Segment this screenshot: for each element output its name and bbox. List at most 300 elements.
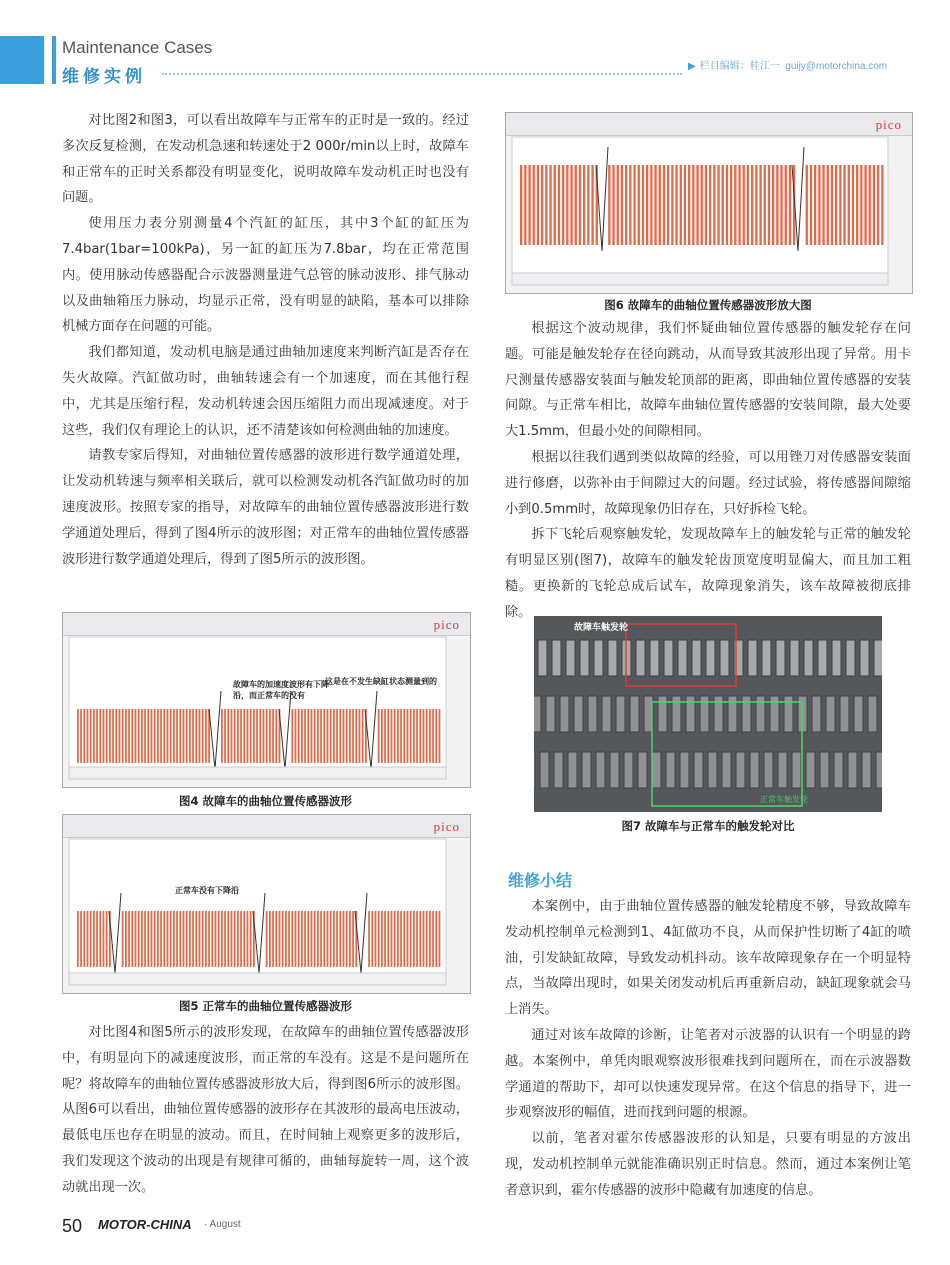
- pulse: [144, 911, 146, 967]
- pulse: [375, 911, 377, 967]
- pulse: [755, 165, 757, 245]
- gear-tooth: [722, 752, 731, 788]
- gear-tooth: [560, 696, 569, 732]
- gear-tooth: [692, 640, 701, 676]
- pulse: [138, 709, 140, 763]
- pulse: [186, 911, 188, 967]
- pulse: [419, 709, 421, 763]
- pulse: [789, 165, 791, 245]
- pulse: [151, 911, 153, 967]
- pulse: [558, 165, 560, 245]
- gear-tooth: [652, 752, 661, 788]
- pulse: [617, 165, 619, 245]
- pulse: [818, 165, 820, 245]
- pulse: [218, 911, 220, 967]
- pulse: [160, 709, 162, 763]
- pulse: [243, 911, 245, 967]
- pulse: [869, 165, 871, 245]
- pulse: [295, 911, 297, 967]
- pulse: [856, 165, 858, 245]
- figure-6-waveform: [506, 113, 912, 293]
- pulse: [266, 709, 268, 763]
- pulse: [349, 911, 351, 967]
- pulse: [877, 165, 879, 245]
- gear-tooth: [876, 752, 882, 788]
- pulse: [429, 911, 431, 967]
- pulse: [852, 165, 854, 245]
- pulse: [570, 165, 572, 245]
- pulse: [387, 709, 389, 763]
- pulse: [151, 709, 153, 763]
- pulse: [272, 911, 274, 967]
- pulse: [183, 709, 185, 763]
- pulse: [301, 911, 303, 967]
- pulse: [259, 709, 261, 763]
- pulse: [320, 911, 322, 967]
- pulse: [688, 165, 690, 245]
- pulse: [435, 709, 437, 763]
- pulse: [250, 709, 252, 763]
- figure-7-label-fault: 故障车触发轮: [574, 623, 629, 633]
- gear-tooth: [860, 640, 869, 676]
- pulse: [295, 709, 297, 763]
- gear-tooth: [708, 752, 717, 788]
- gear-tooth: [546, 696, 555, 732]
- pulse: [282, 911, 284, 967]
- pulse: [814, 165, 816, 245]
- pulse: [416, 709, 418, 763]
- figure-5-annotation-1: 正常车没有下降沿: [175, 886, 239, 895]
- pulse: [96, 709, 98, 763]
- pulse: [575, 165, 577, 245]
- gear-tooth: [792, 752, 801, 788]
- gear-tooth: [602, 696, 611, 732]
- gear-tooth: [630, 696, 639, 732]
- pulse: [843, 165, 845, 245]
- pulse: [266, 911, 268, 967]
- pulse: [240, 709, 242, 763]
- pulse: [524, 165, 526, 245]
- gear-tooth: [812, 696, 821, 732]
- paragraph: 根据以往我们遇到类似故障的经验，可以用锉刀对传感器安装面进行修磨，以弥补由于间隙过大的问题。经过试验，将传感器间隙缩小到0.5mm时，故障现象仍旧存在，只好拆检飞轮。: [505, 449, 911, 517]
- pulse: [157, 911, 159, 967]
- pulse: [115, 709, 117, 763]
- pulse: [106, 911, 108, 967]
- pulse: [317, 911, 319, 967]
- section-title-cn: 维修实例: [62, 67, 146, 87]
- pulse: [237, 911, 239, 967]
- pulse: [202, 709, 204, 763]
- pulse: [368, 911, 370, 967]
- gear-tooth: [736, 752, 745, 788]
- pulse: [279, 911, 281, 967]
- pulse: [381, 709, 383, 763]
- pulse: [227, 911, 229, 967]
- paragraph: 我们都知道，发动机电脑是通过曲轴加速度来判断汽缸是否存在失火故障。汽缸做功时，曲轴转速会有一个加速度，而在其他行程中，尤其是压缩行程，发动机转速会因压缩阻力而出现减速度。对于这些，我们仅有理论上的认识，还不清楚该如何检测曲轴的加速度。: [62, 345, 469, 438]
- pulse: [256, 709, 258, 763]
- pulse: [772, 165, 774, 245]
- gear-tooth: [706, 640, 715, 676]
- pulse: [333, 709, 335, 763]
- pulse: [275, 911, 277, 967]
- pulse: [680, 165, 682, 245]
- pulse: [384, 911, 386, 967]
- figure-7-photo: [534, 616, 882, 812]
- magazine-logo: MOTOR-CHINA: [98, 1217, 192, 1232]
- pulse: [179, 709, 181, 763]
- pulse: [429, 709, 431, 763]
- pulse: [625, 165, 627, 245]
- left-bottom-text: [62, 1020, 469, 1201]
- pulse: [221, 911, 223, 967]
- pulse: [99, 709, 101, 763]
- pulse: [122, 709, 124, 763]
- gear-tooth: [624, 752, 633, 788]
- pulse: [633, 165, 635, 245]
- pulse: [545, 165, 547, 245]
- pulse: [320, 709, 322, 763]
- pulse: [327, 709, 329, 763]
- gear-tooth: [582, 752, 591, 788]
- pulse: [80, 911, 82, 967]
- pulse: [106, 709, 108, 763]
- pulse: [147, 709, 149, 763]
- pulse: [304, 911, 306, 967]
- gear-tooth: [596, 752, 605, 788]
- gear-tooth: [862, 752, 871, 788]
- pulse: [780, 165, 782, 245]
- pulse: [549, 165, 551, 245]
- pulse: [659, 165, 661, 245]
- pulse: [77, 709, 79, 763]
- pulse: [346, 911, 348, 967]
- pulse: [135, 911, 137, 967]
- pulse: [323, 709, 325, 763]
- figure-5-waveform: [63, 815, 470, 993]
- pulse: [247, 709, 249, 763]
- pulse: [109, 709, 111, 763]
- pulse: [352, 709, 354, 763]
- pulse: [423, 911, 425, 967]
- pulse: [231, 911, 233, 967]
- paragraph: 对比图4和图5所示的波形发现，在故障车的曲轴位置传感器波形中，有明显向下的减速度波形，而正常的车没有。这是不是问题所在呢？将故障车的曲轴位置传感器波形放大后，得到图6所示的波形图。从图6可以看出，曲轴位置传感器的波形存在其波形的最高电压波动，最低电压也存在明显的波动。而且，在时间轴上观察更多的波形后，我们发现这个波动的出现是有规律可循的，曲轴每旋转一周，这个波动就出现一次。: [62, 1025, 469, 1195]
- gear-tooth: [748, 640, 757, 676]
- pulse: [701, 165, 703, 245]
- trigger-wheel-illustration: [534, 616, 882, 812]
- pico-logo: pico: [433, 819, 460, 834]
- paragraph: 对比图2和图3，可以看出故障车与正常车的正时是一致的。经过多次反复检测，在发动机急速和转速处于2 000r/min以上时，故障车和正常车的正时关系都没有明显变化，说明故障车发动机正时也没有问题。: [62, 113, 469, 206]
- pulse: [835, 165, 837, 245]
- pulse: [629, 165, 631, 245]
- pulse: [848, 165, 850, 245]
- gear-tooth: [552, 640, 561, 676]
- pulse: [87, 911, 89, 967]
- pulse: [638, 165, 640, 245]
- gear-tooth: [874, 640, 882, 676]
- pulse: [713, 165, 715, 245]
- pulse: [291, 911, 293, 967]
- pulse: [176, 709, 178, 763]
- gear-tooth: [540, 752, 549, 788]
- pulse: [83, 709, 85, 763]
- pulse: [179, 911, 181, 967]
- pulse: [93, 709, 95, 763]
- pulse: [285, 911, 287, 967]
- pulse: [667, 165, 669, 245]
- pulse: [138, 911, 140, 967]
- pulse: [381, 911, 383, 967]
- pulse: [860, 165, 862, 245]
- pulse: [403, 709, 405, 763]
- pulse: [221, 709, 223, 763]
- pulse: [234, 709, 236, 763]
- figure-6-caption: 图6 故障车的曲轴位置传感器波形放大图: [604, 298, 812, 312]
- pulse: [189, 709, 191, 763]
- gear-tooth: [636, 640, 645, 676]
- pulse: [163, 709, 165, 763]
- gear-tooth: [834, 752, 843, 788]
- pulse: [822, 165, 824, 245]
- pulse: [343, 709, 345, 763]
- pulse: [768, 165, 770, 245]
- pico-logo: pico: [433, 617, 460, 632]
- pulse: [407, 709, 409, 763]
- pulse: [122, 911, 124, 967]
- pulse: [663, 165, 665, 245]
- pulse: [394, 709, 396, 763]
- pulse: [591, 165, 593, 245]
- pulse: [730, 165, 732, 245]
- gear-tooth: [750, 752, 759, 788]
- pulse: [537, 165, 539, 245]
- pulse: [269, 709, 271, 763]
- paragraph: 使用压力表分别测量4个汽缸的缸压，其中3个缸的缸压为7.4bar(1bar=100kPa)，另一缸的缸压为7.8bar，均在正常范围内。使用脉动传感器配合示波器测量进气总管的脉动波形、排气脉动以及曲轴箱压力脉动，均显示正常，没有明显的缺陷，基本可以排除机械方面存在问题的可能。: [62, 216, 469, 335]
- pulse: [562, 165, 564, 245]
- pulse: [410, 709, 412, 763]
- pulse: [224, 911, 226, 967]
- gear-tooth: [554, 752, 563, 788]
- pulse: [343, 911, 345, 967]
- pulse: [759, 165, 761, 245]
- paragraph: 通过对该车故障的诊断，让笔者对示波器的认识有一个明显的跨越。本案例中，单凭肉眼观察波形很难找到问题所在，而在示波器数学通道的帮助下，却可以快速发现异常。在这个信息的指导下，进一步观察波形的幅值，进而找到问题的根源。: [505, 1027, 911, 1121]
- pulse: [90, 911, 92, 967]
- pulse: [378, 911, 380, 967]
- pulse: [288, 911, 290, 967]
- pulse: [336, 911, 338, 967]
- pulse: [237, 709, 239, 763]
- pulse: [520, 165, 522, 245]
- pulse: [722, 165, 724, 245]
- pulse: [240, 911, 242, 967]
- summary-title: 维修小结: [508, 871, 573, 890]
- pulse: [93, 911, 95, 967]
- gear-tooth: [762, 640, 771, 676]
- pulse: [391, 911, 393, 967]
- pulse: [423, 709, 425, 763]
- pulse: [173, 911, 175, 967]
- pulse: [413, 709, 415, 763]
- pulse: [144, 709, 146, 763]
- gear-tooth: [534, 752, 535, 788]
- gear-tooth: [778, 752, 787, 788]
- pulse: [253, 709, 255, 763]
- pulse: [432, 709, 434, 763]
- gear-tooth: [566, 640, 575, 676]
- paragraph: 本案例中，由于曲轴位置传感器的触发轮精度不够，导致故障车发动机控制单元检测到1、4缸做功不良，从而保护性切断了4缸的喷油，引发缺缸故障，导致发动机抖动。该车故障现象存在一个明显特点，当故障出现时，如果关闭发动机后再重新启动，缺缸现象就会马上消失。: [505, 899, 911, 1018]
- pulse: [80, 709, 82, 763]
- pulse: [831, 165, 833, 245]
- pulse: [215, 911, 217, 967]
- arrow-icon: ▶: [688, 61, 696, 72]
- pulse: [583, 165, 585, 245]
- pulse: [432, 911, 434, 967]
- pulse: [692, 165, 694, 245]
- pulse: [327, 911, 329, 967]
- pulse: [642, 165, 644, 245]
- pulse: [881, 165, 883, 245]
- pulse: [416, 911, 418, 967]
- editor-email[interactable]: guijy@motorchina.com: [785, 61, 888, 72]
- pulse: [141, 911, 143, 967]
- pulse: [397, 911, 399, 967]
- gear-tooth: [534, 696, 541, 732]
- header-divider: [162, 73, 682, 75]
- pulse: [141, 709, 143, 763]
- pulse: [751, 165, 753, 245]
- summary-text: [505, 894, 911, 1204]
- pulse: [426, 911, 428, 967]
- pulse: [355, 709, 357, 763]
- pulse: [646, 165, 648, 245]
- gear-tooth: [820, 752, 829, 788]
- left-column-text: [62, 108, 469, 572]
- paragraph: 以前，笔者对霍尔传感器波形的认知是，只要有明显的方波出现，发动机控制单元就能准确识别正时信息。然而，通过本案例让笔者意识到，霍尔传感器的波形中隐藏有加速度的信息。: [505, 1131, 911, 1198]
- pulse: [227, 709, 229, 763]
- gear-tooth: [666, 752, 675, 788]
- pulse: [119, 709, 121, 763]
- paragraph: 根据这个波动规律，我们怀疑曲轴位置传感器的触发轮存在问题。可能是触发轮存在径向跳动，从而导致其波形出现了异常。用卡尺测量传感器安装面与触发轮顶部的距离，即曲轴位置传感器的安装间隙。与正常车相比，故障车曲轴位置传感器的安装间隙，最大处要大1.5mm，但最小处的间隙相同。: [505, 321, 911, 440]
- editor-info: [688, 57, 887, 72]
- figure-5-caption: 图5 正常车的曲轴位置传感器波形: [178, 999, 352, 1013]
- pulse: [154, 911, 156, 967]
- pulse: [864, 165, 866, 245]
- pulse: [125, 709, 127, 763]
- pulse: [231, 709, 233, 763]
- pulse: [163, 911, 165, 967]
- pulse: [726, 165, 728, 245]
- pulse: [147, 911, 149, 967]
- pulse: [183, 911, 185, 967]
- gear-tooth: [806, 752, 815, 788]
- pulse: [170, 911, 172, 967]
- pulse: [419, 911, 421, 967]
- pulse: [243, 709, 245, 763]
- pulse: [275, 709, 277, 763]
- pulse: [87, 709, 89, 763]
- pulse: [608, 165, 610, 245]
- pulse: [83, 911, 85, 967]
- pulse: [90, 709, 92, 763]
- header-accent-stripe: [52, 36, 56, 84]
- pulse: [314, 709, 316, 763]
- pulse: [384, 709, 386, 763]
- pulse: [311, 709, 313, 763]
- pulse: [301, 709, 303, 763]
- pulse: [785, 165, 787, 245]
- pulse: [160, 911, 162, 967]
- pulse: [705, 165, 707, 245]
- paragraph: 请教专家后得知，对曲轴位置传感器的波形进行数学通道处理，让发动机转速与频率相关联后，就可以检测发动机各汽缸做功时的加速度波形。按照专家的指导，对故障车的曲轴位置传感器波形进行数学通道处理后，得到了图4所示的波形图；对正常车的曲轴位置传感器波形进行数学通道处理后，得到了图5所示的波形图。: [62, 448, 469, 567]
- figure-6-scope: [505, 112, 913, 294]
- gear-tooth: [826, 696, 835, 732]
- pulse: [128, 911, 130, 967]
- time-axis: [512, 273, 888, 285]
- pulse: [352, 911, 354, 967]
- pulse: [873, 165, 875, 245]
- pulse: [400, 709, 402, 763]
- gear-tooth: [650, 640, 659, 676]
- pulse: [439, 709, 441, 763]
- pulse: [439, 911, 441, 967]
- pulse: [272, 709, 274, 763]
- gear-tooth: [868, 696, 877, 732]
- pulse: [806, 165, 808, 245]
- pulse: [541, 165, 543, 245]
- pulse: [199, 709, 201, 763]
- section-title-en: Maintenance Cases: [62, 38, 213, 57]
- pulse: [317, 709, 319, 763]
- gear-tooth: [616, 696, 625, 732]
- pulse: [304, 709, 306, 763]
- pulse: [397, 709, 399, 763]
- pulse: [103, 709, 105, 763]
- figure-7-label-normal: 正常车触发轮: [760, 795, 808, 804]
- gear-tooth: [694, 752, 703, 788]
- pulse: [587, 165, 589, 245]
- pulse: [776, 165, 778, 245]
- pulse: [696, 165, 698, 245]
- figure-5-scope: [62, 814, 471, 994]
- pulse: [269, 911, 271, 967]
- pulse: [298, 709, 300, 763]
- pulse: [298, 911, 300, 967]
- pulse: [173, 709, 175, 763]
- pulse: [426, 709, 428, 763]
- pulse: [839, 165, 841, 245]
- pulse: [403, 911, 405, 967]
- pulse: [224, 709, 226, 763]
- pulse: [528, 165, 530, 245]
- pulse: [407, 911, 409, 967]
- gear-tooth: [776, 640, 785, 676]
- gear-tooth: [832, 640, 841, 676]
- pulse: [99, 911, 101, 967]
- pulse: [554, 165, 556, 245]
- gear-tooth: [818, 640, 827, 676]
- pulse: [199, 911, 201, 967]
- gear-tooth: [664, 640, 673, 676]
- pulse: [410, 911, 412, 967]
- pulse: [378, 709, 380, 763]
- pulse: [176, 911, 178, 967]
- pulse: [96, 911, 98, 967]
- pulse: [311, 911, 313, 967]
- pulse: [330, 911, 332, 967]
- gear-tooth: [764, 752, 773, 788]
- pulse: [330, 709, 332, 763]
- pulse: [307, 709, 309, 763]
- page-number: 50: [62, 1216, 83, 1236]
